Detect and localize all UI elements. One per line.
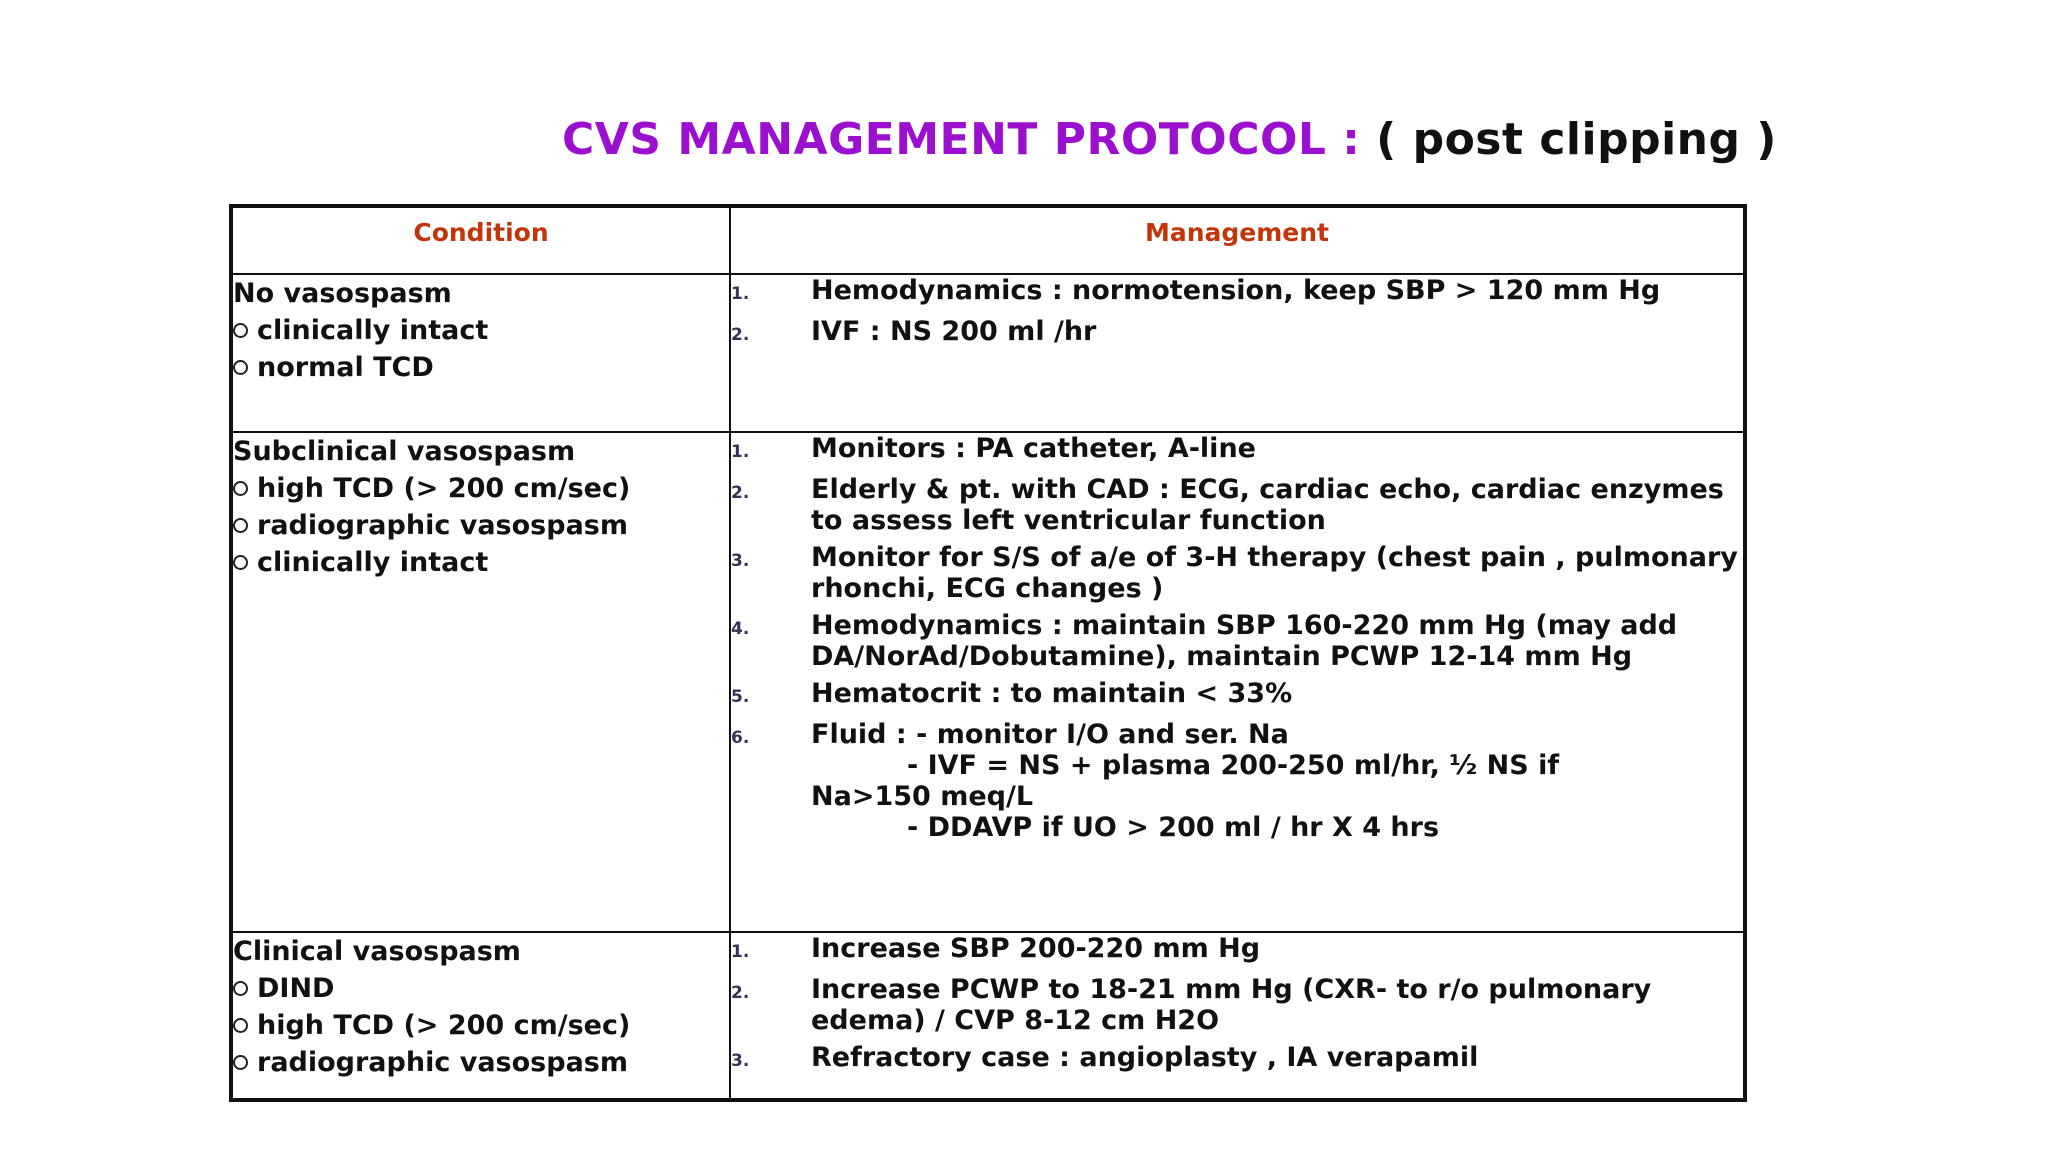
list-item bbox=[233, 544, 729, 581]
bullet-text: normal TCD bbox=[257, 352, 434, 383]
list-item bbox=[233, 1007, 729, 1044]
list-item bbox=[731, 719, 1743, 843]
list-item bbox=[233, 349, 729, 386]
circle-bullet-icon bbox=[233, 518, 248, 533]
table-row bbox=[231, 274, 1745, 432]
item-text: Elderly & pt. with CAD : ECG, cardiac echo, cardiac enzymes to assess left ventricular function bbox=[811, 474, 1724, 536]
condition-bullets bbox=[233, 312, 729, 386]
list-item bbox=[233, 1044, 729, 1081]
list-item bbox=[731, 610, 1743, 672]
item-number: 1. bbox=[731, 442, 750, 462]
page-title bbox=[562, 110, 1777, 170]
condition-title: Subclinical vasospasm bbox=[233, 436, 576, 467]
circle-bullet-icon bbox=[233, 481, 248, 496]
condition-title: Clinical vasospasm bbox=[233, 936, 521, 967]
table-row bbox=[231, 932, 1745, 1100]
item-text-block bbox=[811, 719, 1743, 843]
item-number: 4. bbox=[731, 619, 750, 639]
management-cell bbox=[730, 432, 1745, 932]
bullet-text: clinically intact bbox=[257, 315, 489, 346]
bullet-text: DIND bbox=[257, 973, 335, 1004]
item-number: 1. bbox=[731, 942, 750, 962]
item-number: 2. bbox=[731, 983, 750, 1003]
list-item bbox=[233, 507, 729, 544]
condition-cell bbox=[231, 932, 730, 1100]
condition-cell bbox=[231, 432, 730, 932]
item-text: Hemodynamics : maintain SBP 160-220 mm Hg (may add DA/NorAd/Dobutamine), maintain PCWP 12-14 mm Hg bbox=[811, 610, 1678, 672]
circle-bullet-icon bbox=[233, 1055, 248, 1070]
title-subtitle: ( post clipping ) bbox=[1376, 114, 1777, 165]
list-item bbox=[731, 1042, 1743, 1077]
item-number: 5. bbox=[731, 687, 750, 707]
list-item bbox=[731, 433, 1743, 468]
item-text: Refractory case : angioplasty , IA verapamil bbox=[811, 1042, 1479, 1073]
circle-bullet-icon bbox=[233, 360, 248, 375]
list-item bbox=[731, 974, 1743, 1036]
item-text: Hemodynamics : normotension, keep SBP > 120 mm Hg bbox=[811, 275, 1661, 306]
management-list bbox=[731, 933, 1743, 1077]
table-header-row bbox=[231, 206, 1745, 274]
circle-bullet-icon bbox=[233, 1018, 248, 1033]
item-number: 3. bbox=[731, 551, 750, 571]
item-number: 3. bbox=[731, 1051, 750, 1071]
list-item bbox=[233, 312, 729, 349]
item-number: 2. bbox=[731, 325, 750, 345]
list-item bbox=[731, 678, 1743, 713]
item-text: Increase SBP 200-220 mm Hg bbox=[811, 933, 1261, 964]
item-number: 1. bbox=[731, 284, 750, 304]
bullet-text: radiographic vasospasm bbox=[257, 510, 628, 541]
item-text: Increase PCWP to 18-21 mm Hg (CXR- to r/o pulmonary edema) / CVP 8-12 cm H2O bbox=[811, 974, 1652, 1036]
condition-cell bbox=[231, 274, 730, 432]
list-item bbox=[233, 470, 729, 507]
circle-bullet-icon bbox=[233, 981, 248, 996]
header-management: Management bbox=[730, 206, 1745, 274]
condition-bullets bbox=[233, 470, 729, 581]
item-text: Hematocrit : to maintain < 33% bbox=[811, 678, 1293, 709]
item-number: 6. bbox=[731, 728, 750, 748]
circle-bullet-icon bbox=[233, 555, 248, 570]
title-main: CVS MANAGEMENT PROTOCOL : bbox=[562, 114, 1377, 165]
bullet-text: high TCD (> 200 cm/sec) bbox=[257, 473, 631, 504]
item-text: Fluid : - monitor I/O and ser. Na bbox=[811, 719, 1289, 750]
condition-title: No vasospasm bbox=[233, 278, 452, 309]
management-list bbox=[731, 275, 1743, 351]
item-text: Monitor for S/S of a/e of 3-H therapy (chest pain , pulmonary rhonchi, ECG changes ) bbox=[811, 542, 1738, 604]
protocol-table bbox=[229, 204, 1747, 1102]
circle-bullet-icon bbox=[233, 323, 248, 338]
table-row bbox=[231, 432, 1745, 932]
bullet-text: radiographic vasospasm bbox=[257, 1047, 628, 1078]
list-item bbox=[731, 316, 1743, 351]
item-text: IVF : NS 200 ml /hr bbox=[811, 316, 1097, 347]
header-condition: Condition bbox=[231, 206, 730, 274]
management-cell bbox=[730, 932, 1745, 1100]
list-item bbox=[731, 474, 1743, 536]
condition-bullets bbox=[233, 970, 729, 1081]
bullet-text: high TCD (> 200 cm/sec) bbox=[257, 1010, 631, 1041]
list-item bbox=[233, 970, 729, 1007]
item-number: 2. bbox=[731, 483, 750, 503]
bullet-text: clinically intact bbox=[257, 547, 489, 578]
list-item bbox=[731, 933, 1743, 968]
item-subline-continued: Na>150 meq/L bbox=[811, 781, 1034, 812]
management-cell bbox=[730, 274, 1745, 432]
item-subline: - IVF = NS + plasma 200-250 ml/hr, ½ NS if bbox=[907, 750, 1560, 781]
list-item bbox=[731, 542, 1743, 604]
list-item bbox=[731, 275, 1743, 310]
item-subline: - DDAVP if UO > 200 ml / hr X 4 hrs bbox=[907, 812, 1440, 843]
item-text: Monitors : PA catheter, A-line bbox=[811, 433, 1256, 464]
management-list bbox=[731, 433, 1743, 843]
